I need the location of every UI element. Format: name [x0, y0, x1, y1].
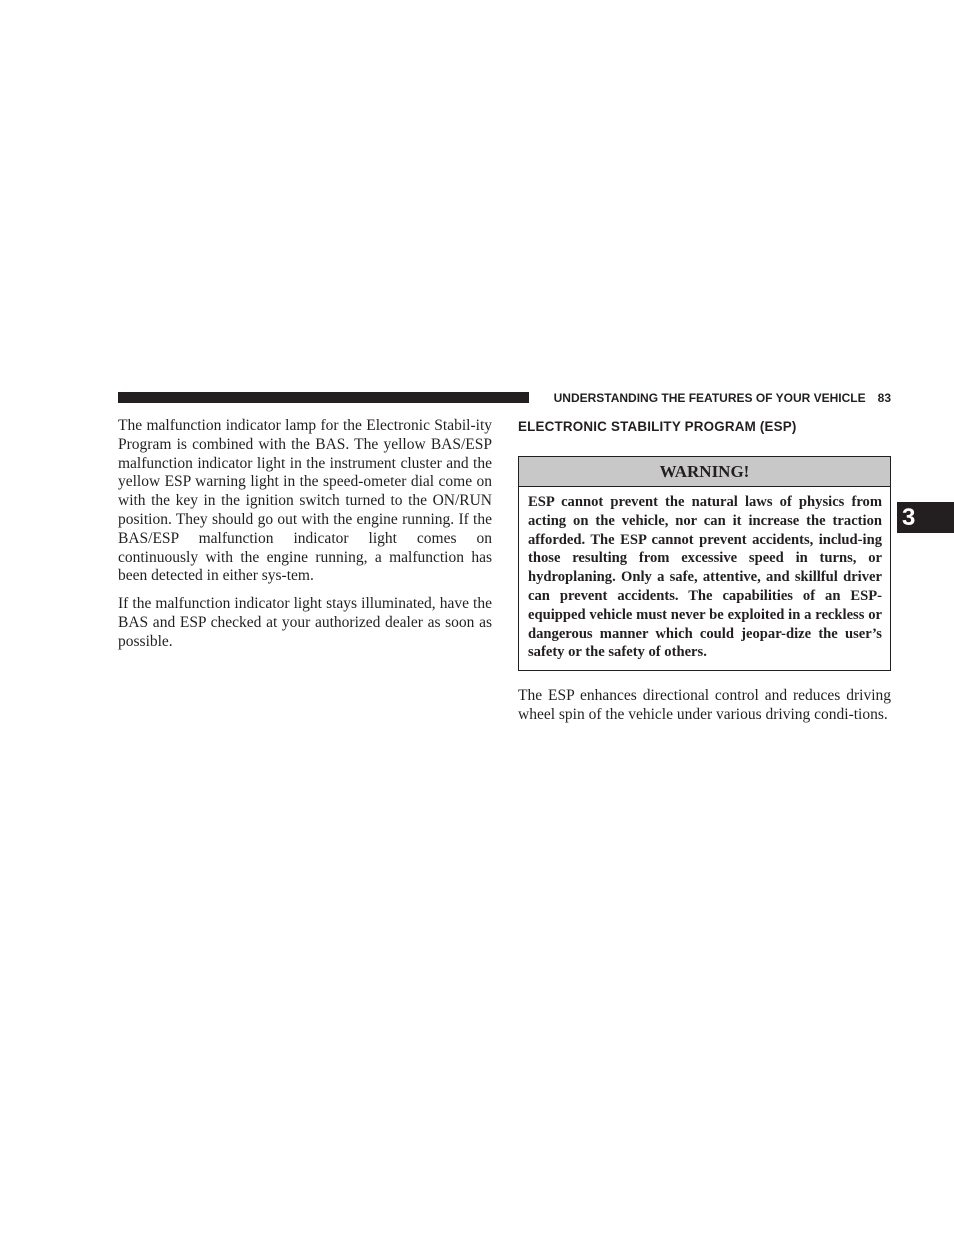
running-head-title: UNDERSTANDING THE FEATURES OF YOUR VEHICLE — [553, 391, 866, 405]
page-number: 83 — [877, 391, 891, 405]
esp-description-paragraph: The ESP enhances directional control and reduces driving wheel spin of the vehicle under various driving condi-tions. — [518, 687, 891, 723]
dealer-check-paragraph: If the malfunction indicator light stays illuminated, have the BAS and ESP checked at your authorized dealer as soon as possible. — [118, 595, 492, 650]
section-title: ELECTRONIC STABILITY PROGRAM (ESP) — [518, 419, 797, 434]
warning-title: WARNING! — [519, 457, 890, 487]
running-head — [538, 389, 891, 407]
left-column — [118, 417, 492, 652]
header-rule — [118, 392, 529, 403]
warning-box — [518, 456, 891, 671]
malfunction-lamp-paragraph: The malfunction indicator lamp for the Electronic Stabil-ity Program is combined with the BAS. The yellow BAS/ESP malfunction indicator light in the instrument cluster and the yellow ESP warning light in the speed-ometer dial come on with the key in the ignition switch turned to the ON/RUN position. They should go out with the engine running. If the BAS/ESP malfunction indicator light comes on continuously with the engine running, a malfunction has been detected in either sys-tem. — [118, 417, 492, 585]
chapter-tab: 3 — [897, 502, 954, 533]
warning-text: ESP cannot prevent the natural laws of physics from acting on the vehicle, nor can it increase the traction afforded. The ESP cannot prevent accidents, includ-ing those resulting from excessive speed in turns, or hydroplaning. Only a safe, attentive, and skillful driver can prevent accidents. The capabilities of an ESP-equipped vehicle must never be exploited in a reckless or dangerous manner which could jeopar-dize the user’s safety or the safety of others. — [528, 494, 882, 661]
right-column — [518, 416, 891, 725]
